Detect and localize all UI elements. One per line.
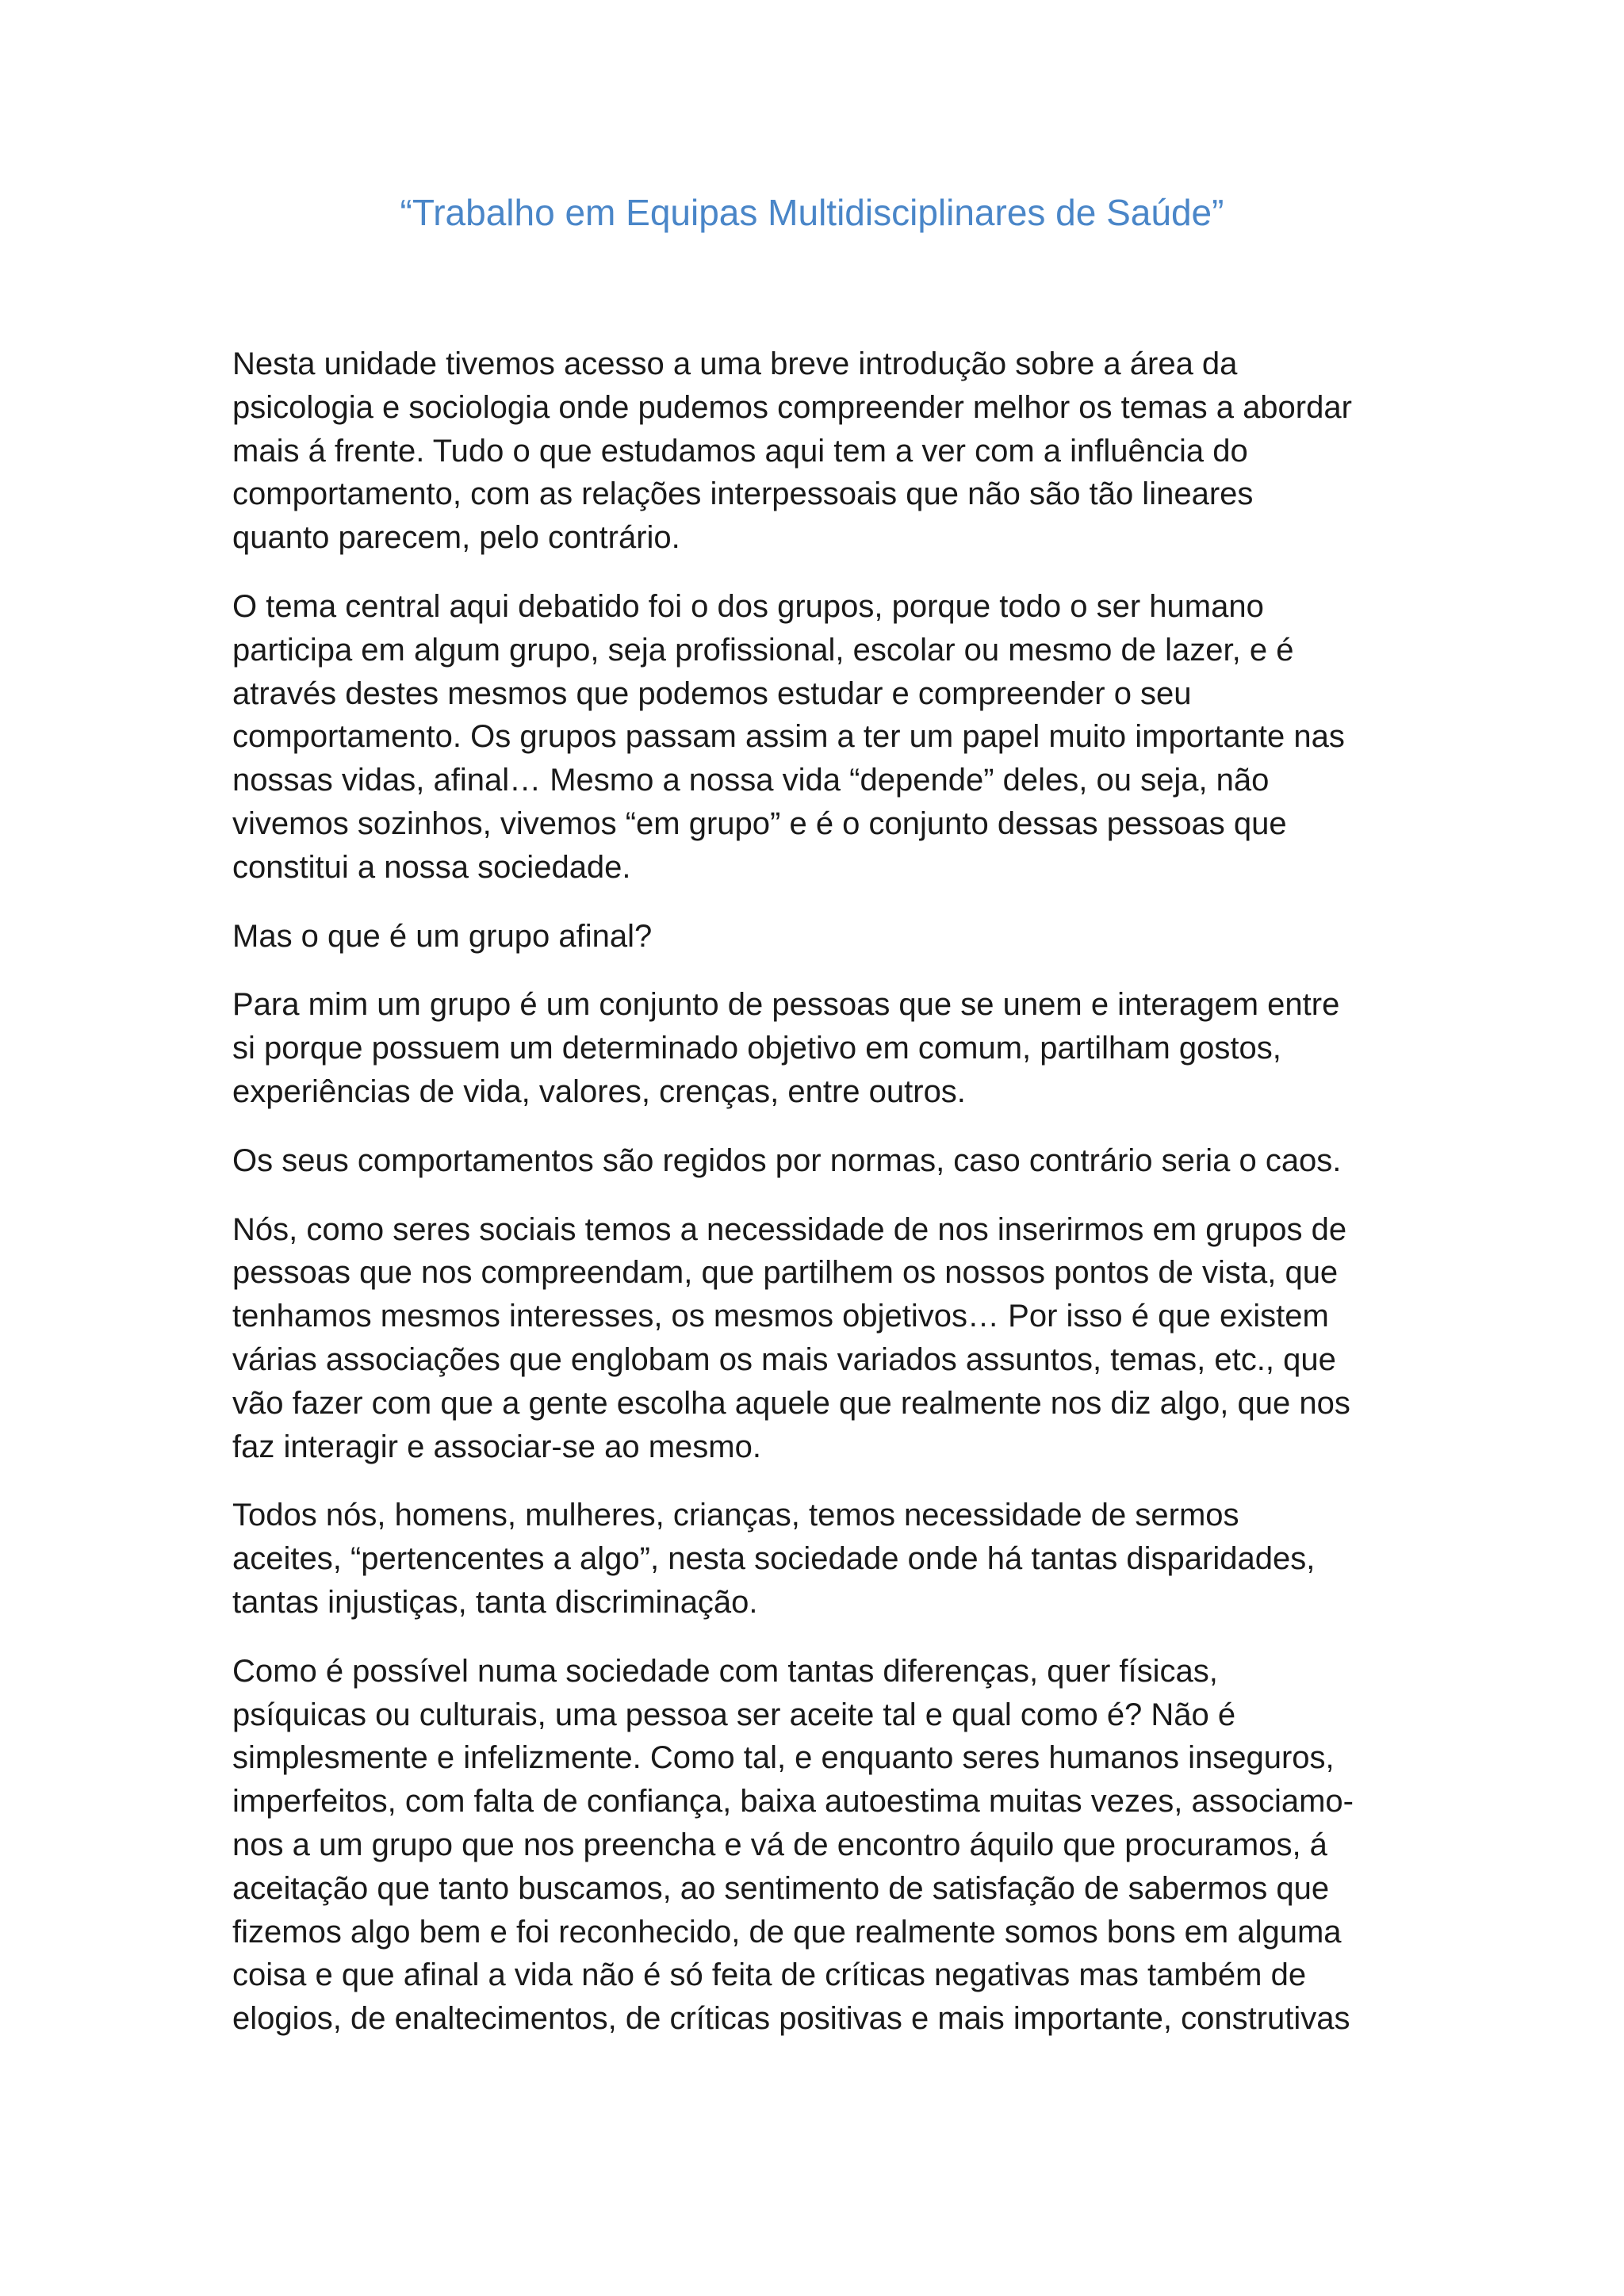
paragraph-line: comportamento, com as relações interpessoais que não são tão lineares xyxy=(232,476,1254,512)
paragraph-line: Nós, como seres sociais temos a necessidade de nos inserirmos em grupos de xyxy=(232,1211,1347,1247)
paragraph xyxy=(232,983,1402,1113)
paragraph-line: fizemos algo bem e foi reconhecido, de que realmente somos bons em alguma xyxy=(232,1914,1342,1950)
paragraph-line: participa em algum grupo, seja profissional, escolar ou mesmo de lazer, e é xyxy=(232,632,1294,668)
paragraph-line: Como é possível numa sociedade com tantas diferenças, quer físicas, xyxy=(232,1653,1218,1689)
document-title: “Trabalho em Equipas Multidisciplinares de Saúde” xyxy=(400,192,1224,233)
paragraph-line: vivemos sozinhos, vivemos “em grupo” e é o conjunto dessas pessoas que xyxy=(232,806,1287,841)
paragraph xyxy=(232,1208,1402,1469)
paragraph-line: Todos nós, homens, mulheres, crianças, temos necessidade de sermos xyxy=(232,1498,1239,1533)
paragraph-line: imperfeitos, com falta de confiança, baixa autoestima muitas vezes, associamo- xyxy=(232,1784,1354,1820)
paragraph-line: aceites, “pertencentes a algo”, nesta sociedade onde há tantas disparidades, xyxy=(232,1541,1316,1577)
paragraph-line: si porque possuem um determinado objetivo em comum, partilham gostos, xyxy=(232,1031,1281,1066)
paragraph-line: tantas injustiças, tanta discriminação. xyxy=(232,1584,758,1620)
paragraph-line: quanto parecem, pelo contrário. xyxy=(232,520,680,556)
paragraph-line: tenhamos mesmos interesses, os mesmos objetivos… Por isso é que existem xyxy=(232,1299,1329,1334)
paragraph-line: simplesmente e infelizmente. Como tal, e enquanto seres humanos inseguros, xyxy=(232,1740,1335,1776)
paragraph xyxy=(232,1139,1402,1183)
paragraph xyxy=(232,1650,1402,2041)
paragraph-line: psicologia e sociologia onde pudemos compreender melhor os temas a abordar xyxy=(232,389,1352,425)
paragraph-line: mais á frente. Tudo o que estudamos aqui tem a ver com a influência do xyxy=(232,433,1248,469)
paragraph-line: elogios, de enaltecimentos, de críticas positivas e mais importante, construtivas xyxy=(232,2001,1350,2037)
paragraph xyxy=(232,1494,1402,1624)
paragraph-line: Para mim um grupo é um conjunto de pessoas que se unem e interagem entre xyxy=(232,987,1340,1023)
paragraph-line: psíquicas ou culturais, uma pessoa ser aceite tal e qual como é? Não é xyxy=(232,1697,1236,1732)
paragraph-line: Os seus comportamentos são regidos por normas, caso contrário seria o caos. xyxy=(232,1142,1342,1178)
paragraph-line: Nesta unidade tivemos acesso a uma breve introdução sobre a área da xyxy=(232,346,1238,381)
paragraph-line: constitui a nossa sociedade. xyxy=(232,849,631,885)
paragraph-line: pessoas que nos compreendam, que partilhem os nossos pontos de vista, que xyxy=(232,1255,1339,1291)
paragraph-line: Mas o que é um grupo afinal? xyxy=(232,918,653,954)
paragraph-line: várias associações que englobam os mais variados assuntos, temas, etc., que xyxy=(232,1341,1336,1377)
paragraph-line: aceitação que tanto buscamos, ao sentimento de satisfação de sabermos que xyxy=(232,1870,1330,1906)
paragraph-line: faz interagir e associar-se ao mesmo. xyxy=(232,1429,761,1464)
document-body xyxy=(232,342,1402,2066)
paragraph-line: nossas vidas, afinal… Mesmo a nossa vida “depende” deles, ou seja, não xyxy=(232,763,1270,798)
paragraph-line: nos a um grupo que nos preencha e vá de encontro áquilo que procuramos, á xyxy=(232,1827,1327,1862)
paragraph xyxy=(232,342,1402,560)
paragraph-line: vão fazer com que a gente escolha aquele que realmente nos diz algo, que nos xyxy=(232,1385,1350,1421)
paragraph-line: O tema central aqui debatido foi o dos grupos, porque todo o ser humano xyxy=(232,588,1264,624)
paragraph-line: através destes mesmos que podemos estudar e compreender o seu xyxy=(232,675,1192,711)
paragraph xyxy=(232,915,1402,959)
paragraph-line: experiências de vida, valores, crenças, entre outros. xyxy=(232,1073,966,1109)
paragraph xyxy=(232,585,1402,890)
paragraph-line: comportamento. Os grupos passam assim a ter um papel muito importante nas xyxy=(232,719,1345,755)
paragraph-line: coisa e que afinal a vida não é só feita de críticas negativas mas também de xyxy=(232,1957,1307,1993)
